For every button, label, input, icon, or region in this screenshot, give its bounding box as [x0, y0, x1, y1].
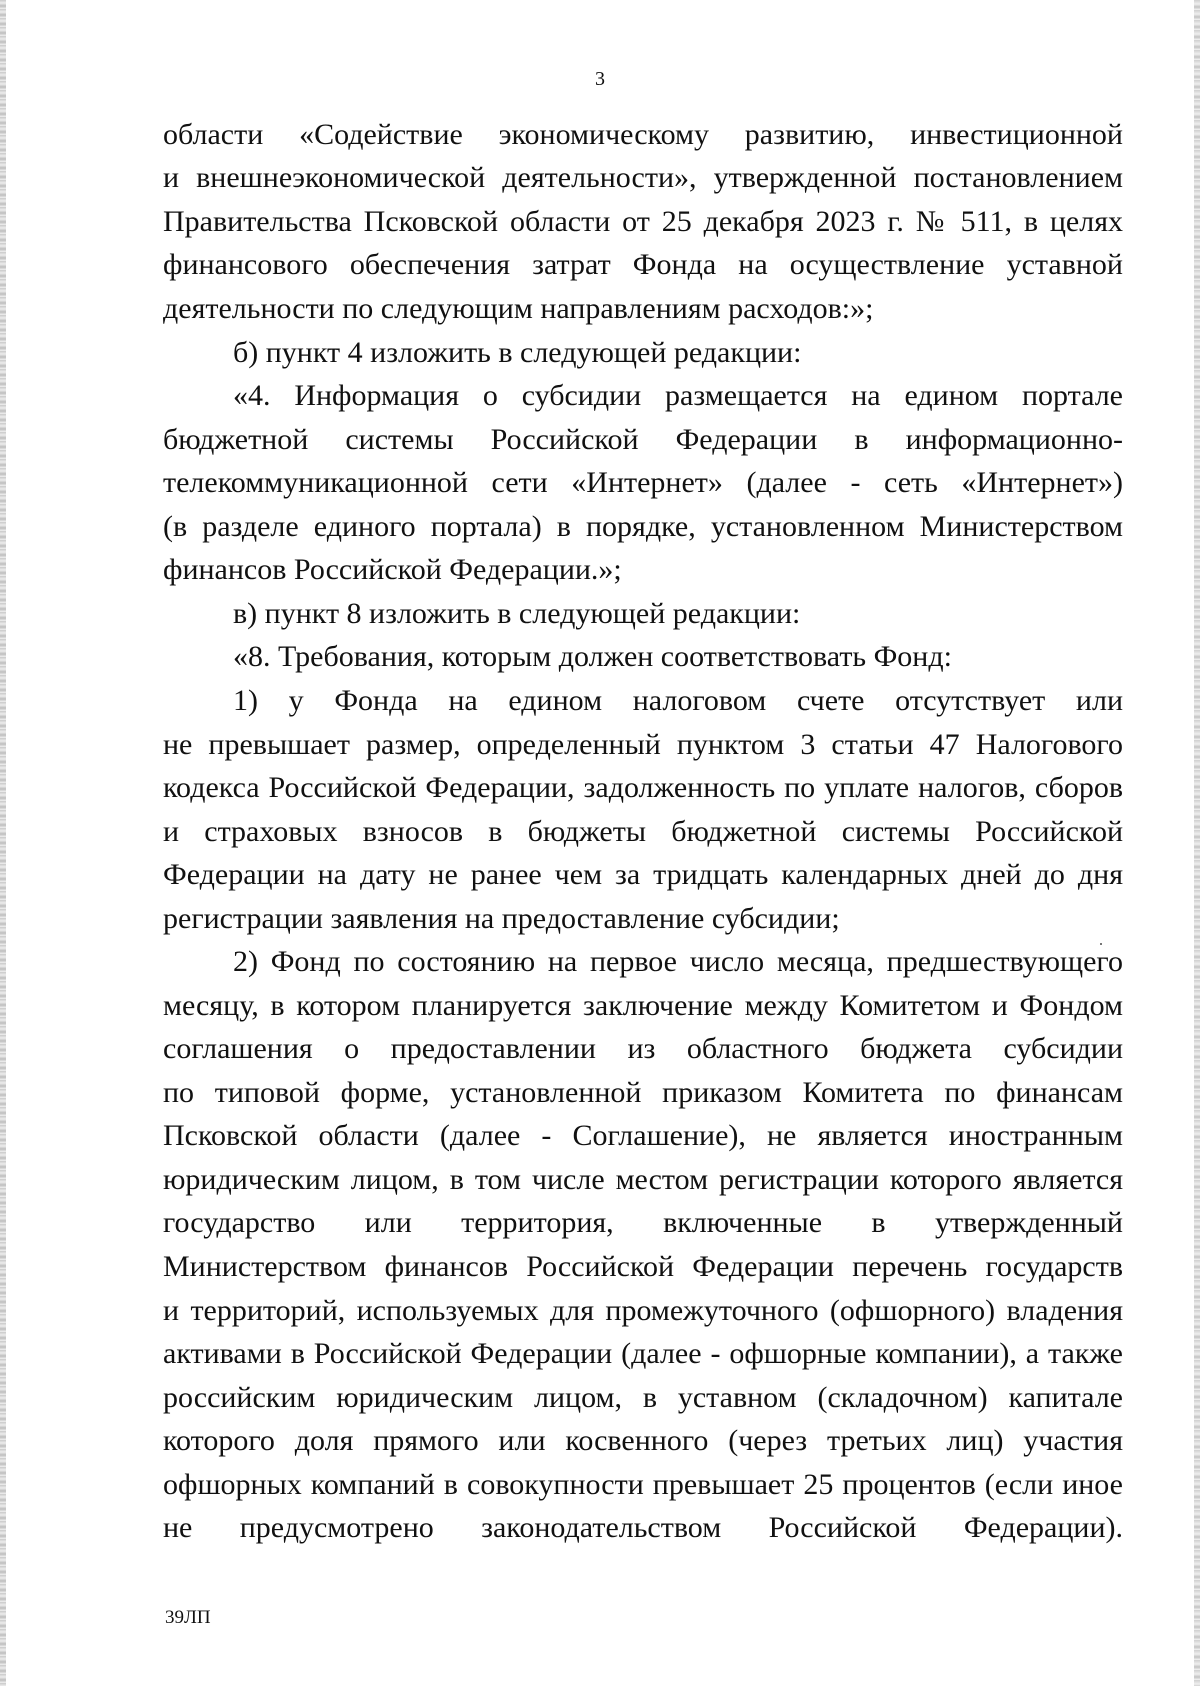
- text-line: офшорных компаний в совокупности превышает 25 процентов (если иное: [163, 1468, 1123, 1501]
- text-line: (в разделе единого портала) в порядке, установленном Министерством: [163, 510, 1123, 543]
- text-line: финансового обеспечения затрат Фонда на осуществление уставной: [163, 248, 1123, 281]
- text-line: «8. Требования, которым должен соответствовать Фонд:: [233, 640, 952, 673]
- text-line: Федерации на дату не ранее чем за тридцать календарных дней до дня: [163, 858, 1123, 891]
- text-line: активами в Российской Федерации (далее - офшорные компании), а также: [163, 1337, 1123, 1370]
- text-line: телекоммуникационной сети «Интернет» (далее - сеть «Интернет»): [163, 466, 1123, 499]
- text-line: в) пункт 8 изложить в следующей редакции:: [233, 597, 801, 630]
- document-code: 39ЛП: [165, 1607, 211, 1628]
- text-line: и внешнеэкономической деятельности», утвержденной постановлением: [163, 161, 1123, 194]
- text-line: финансов Российской Федерации.»;: [163, 553, 622, 586]
- text-line: месяцу, в котором планируется заключение между Комитетом и Фондом: [163, 989, 1123, 1022]
- text-line: Правительства Псковской области от 25 декабря 2023 г. № 511, в целях: [163, 205, 1123, 238]
- scan-speck: [1100, 943, 1102, 945]
- text-line: российским юридическим лицом, в уставном (складочном) капитале: [163, 1381, 1123, 1414]
- text-line: 2) Фонд по состоянию на первое число месяца, предшествующего: [233, 945, 1123, 978]
- text-line: по типовой форме, установленной приказом Комитета по финансам: [163, 1076, 1123, 1109]
- text-line: не превышает размер, определенный пунктом 3 статьи 47 Налогового: [163, 728, 1123, 761]
- scan-edge-left: [0, 0, 6, 1686]
- text-line: которого доля прямого или косвенного (через третьих лиц) участия: [163, 1424, 1123, 1457]
- text-line: бюджетной системы Российской Федерации в информационно-: [163, 423, 1123, 456]
- text-line: Министерством финансов Российской Федерации перечень государств: [163, 1250, 1123, 1283]
- text-line: регистрации заявления на предоставление субсидии;: [163, 902, 840, 935]
- text-line: области «Содействие экономическому развитию, инвестиционной: [163, 118, 1123, 151]
- text-line: кодекса Российской Федерации, задолженность по уплате налогов, сборов: [163, 771, 1123, 804]
- text-line: и территорий, используемых для промежуточного (офшорного) владения: [163, 1294, 1123, 1327]
- scan-edge-right: [1194, 0, 1200, 1686]
- text-line: не предусмотрено законодательством Российской Федерации).: [163, 1511, 1123, 1544]
- text-line: Псковской области (далее - Соглашение), не является иностранным: [163, 1119, 1123, 1152]
- text-line: б) пункт 4 изложить в следующей редакции:: [233, 336, 802, 369]
- text-line: 1) у Фонда на едином налоговом счете отсутствует или: [233, 684, 1123, 717]
- page-number: 3: [595, 68, 605, 90]
- text-line: соглашения о предоставлении из областного бюджета субсидии: [163, 1032, 1123, 1065]
- text-line: государство или территория, включенные в утвержденный: [163, 1206, 1123, 1239]
- text-line: и страховых взносов в бюджеты бюджетной системы Российской: [163, 815, 1123, 848]
- text-line: деятельности по следующим направлениям расходов:»;: [163, 292, 874, 325]
- text-line: «4. Информация о субсидии размещается на едином портале: [233, 379, 1123, 412]
- text-line: юридическим лицом, в том числе местом регистрации которого является: [163, 1163, 1123, 1196]
